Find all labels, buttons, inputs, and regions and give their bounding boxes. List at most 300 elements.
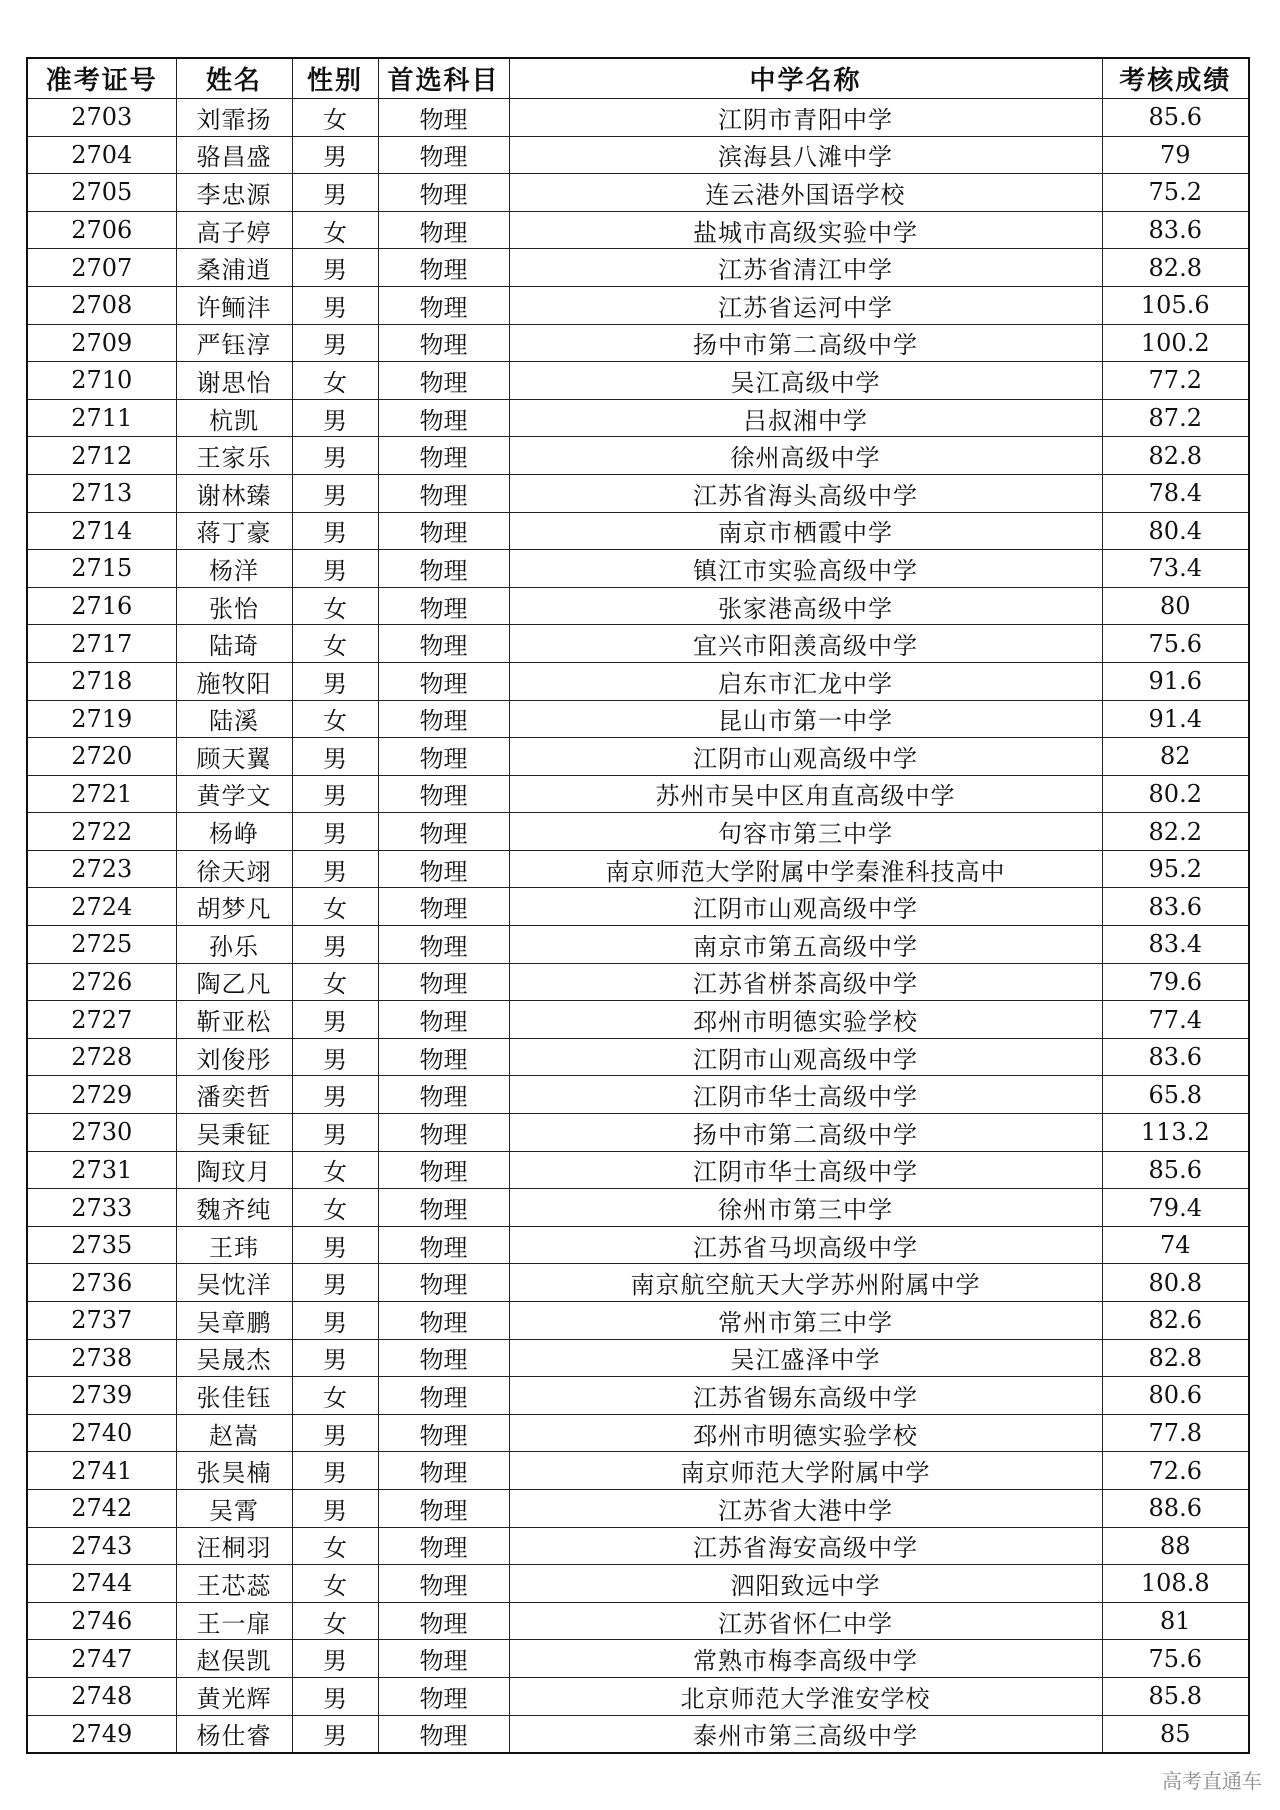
table-row [27,211,1249,249]
cell-school: 泰州市第三高级中学 [509,1715,1102,1753]
cell-exam-id: 2743 [27,1527,176,1565]
cell-gender: 男 [292,437,378,475]
cell-gender: 男 [292,1264,378,1302]
cell-score: 100.2 [1102,324,1249,362]
cell-name: 黄学文 [176,775,292,813]
cell-score: 88.6 [1102,1489,1249,1527]
cell-score: 108.8 [1102,1565,1249,1603]
cell-score: 83.6 [1102,211,1249,249]
table-row [27,1677,1249,1715]
cell-exam-id: 2728 [27,1038,176,1076]
cell-name: 靳亚松 [176,1001,292,1039]
table-row [27,1189,1249,1227]
cell-name: 赵嵩 [176,1414,292,1452]
cell-school: 邳州市明德实验学校 [509,1001,1102,1039]
cell-exam-id: 2723 [27,850,176,888]
cell-subject: 物理 [378,963,509,1001]
cell-exam-id: 2739 [27,1377,176,1415]
table-row [27,324,1249,362]
table-row [27,1264,1249,1302]
cell-exam-id: 2730 [27,1114,176,1152]
table-row [27,1038,1249,1076]
cell-school: 江阴市山观高级中学 [509,888,1102,926]
cell-subject: 物理 [378,625,509,663]
table-row [27,963,1249,1001]
cell-gender: 男 [292,324,378,362]
table-row [27,437,1249,475]
cell-school: 吴江盛泽中学 [509,1339,1102,1377]
cell-score: 75.6 [1102,625,1249,663]
cell-gender: 女 [292,1377,378,1415]
cell-exam-id: 2720 [27,738,176,776]
cell-exam-id: 2721 [27,775,176,813]
cell-school: 江阴市青阳中学 [509,99,1102,137]
cell-subject: 物理 [378,1377,509,1415]
cell-subject: 物理 [378,399,509,437]
table-body [27,99,1249,1754]
table-row [27,1640,1249,1678]
table-row [27,888,1249,926]
table-row [27,738,1249,776]
cell-score: 105.6 [1102,286,1249,324]
cell-subject: 物理 [378,1602,509,1640]
cell-exam-id: 2714 [27,512,176,550]
cell-exam-id: 2708 [27,286,176,324]
cell-subject: 物理 [378,211,509,249]
cell-gender: 男 [292,813,378,851]
cell-name: 严钰淳 [176,324,292,362]
cell-name: 桑浦逍 [176,249,292,287]
cell-score: 79.4 [1102,1189,1249,1227]
cell-subject: 物理 [378,474,509,512]
cell-gender: 男 [292,1489,378,1527]
cell-gender: 女 [292,625,378,663]
cell-score: 83.4 [1102,926,1249,964]
cell-subject: 物理 [378,249,509,287]
table-row [27,1565,1249,1603]
cell-subject: 物理 [378,1565,509,1603]
cell-score: 85 [1102,1715,1249,1753]
cell-exam-id: 2705 [27,174,176,212]
cell-exam-id: 2742 [27,1489,176,1527]
cell-name: 杨仕睿 [176,1715,292,1753]
table-row [27,1151,1249,1189]
cell-score: 77.4 [1102,1001,1249,1039]
cell-school: 徐州市第三中学 [509,1189,1102,1227]
table-row [27,587,1249,625]
cell-score: 72.6 [1102,1452,1249,1490]
cell-exam-id: 2749 [27,1715,176,1753]
cell-name: 徐天翊 [176,850,292,888]
table-row [27,662,1249,700]
table-row [27,174,1249,212]
cell-subject: 物理 [378,813,509,851]
cell-gender: 女 [292,963,378,1001]
cell-gender: 男 [292,738,378,776]
header-gender: 性别 [292,58,378,99]
table-row [27,550,1249,588]
cell-score: 78.4 [1102,474,1249,512]
cell-exam-id: 2722 [27,813,176,851]
cell-gender: 女 [292,1565,378,1603]
cell-name: 吴秉钲 [176,1114,292,1152]
cell-exam-id: 2735 [27,1226,176,1264]
cell-exam-id: 2717 [27,625,176,663]
cell-name: 张佳钰 [176,1377,292,1415]
cell-score: 80.8 [1102,1264,1249,1302]
cell-school: 江阴市华士高级中学 [509,1076,1102,1114]
cell-school: 江苏省清江中学 [509,249,1102,287]
table-row [27,775,1249,813]
cell-score: 82 [1102,738,1249,776]
cell-gender: 男 [292,249,378,287]
cell-score: 82.8 [1102,437,1249,475]
cell-gender: 女 [292,888,378,926]
cell-name: 刘霏扬 [176,99,292,137]
header-subject: 首选科目 [378,58,509,99]
table-row [27,1602,1249,1640]
cell-school: 江苏省锡东高级中学 [509,1377,1102,1415]
cell-name: 潘奕哲 [176,1076,292,1114]
cell-score: 85.6 [1102,99,1249,137]
cell-gender: 男 [292,775,378,813]
cell-name: 王玮 [176,1226,292,1264]
cell-name: 魏齐纯 [176,1189,292,1227]
cell-gender: 男 [292,662,378,700]
cell-exam-id: 2726 [27,963,176,1001]
cell-subject: 物理 [378,1264,509,1302]
cell-subject: 物理 [378,1527,509,1565]
cell-score: 87.2 [1102,399,1249,437]
cell-gender: 男 [292,474,378,512]
cell-exam-id: 2718 [27,662,176,700]
cell-name: 黄光辉 [176,1677,292,1715]
cell-exam-id: 2713 [27,474,176,512]
cell-school: 扬中市第二高级中学 [509,324,1102,362]
table-row [27,813,1249,851]
table-row [27,1001,1249,1039]
cell-name: 杨峥 [176,813,292,851]
cell-score: 83.6 [1102,888,1249,926]
cell-subject: 物理 [378,700,509,738]
table-row [27,1377,1249,1415]
cell-name: 王家乐 [176,437,292,475]
table-header [27,58,1249,99]
cell-school: 江阴市华士高级中学 [509,1151,1102,1189]
table-row [27,399,1249,437]
cell-school: 徐州高级中学 [509,437,1102,475]
cell-name: 杨洋 [176,550,292,588]
cell-exam-id: 2747 [27,1640,176,1678]
table-row [27,286,1249,324]
cell-name: 陆溪 [176,700,292,738]
table-row [27,850,1249,888]
cell-name: 谢思怡 [176,362,292,400]
cell-gender: 男 [292,1001,378,1039]
cell-subject: 物理 [378,926,509,964]
cell-subject: 物理 [378,738,509,776]
cell-exam-id: 2724 [27,888,176,926]
cell-gender: 女 [292,700,378,738]
cell-subject: 物理 [378,587,509,625]
table-row [27,249,1249,287]
cell-school: 吕叔湘中学 [509,399,1102,437]
table-row [27,1076,1249,1114]
cell-gender: 男 [292,1076,378,1114]
cell-subject: 物理 [378,1076,509,1114]
cell-name: 吴章鹏 [176,1302,292,1340]
cell-name: 陆琦 [176,625,292,663]
cell-gender: 男 [292,1677,378,1715]
cell-gender: 女 [292,1151,378,1189]
cell-exam-id: 2729 [27,1076,176,1114]
header-name: 姓名 [176,58,292,99]
cell-score: 83.6 [1102,1038,1249,1076]
cell-exam-id: 2748 [27,1677,176,1715]
cell-score: 75.6 [1102,1640,1249,1678]
cell-exam-id: 2711 [27,399,176,437]
header-school: 中学名称 [509,58,1102,99]
cell-exam-id: 2736 [27,1264,176,1302]
cell-subject: 物理 [378,662,509,700]
cell-gender: 男 [292,926,378,964]
cell-school: 江苏省海头高级中学 [509,474,1102,512]
table-row [27,1715,1249,1753]
cell-score: 80 [1102,587,1249,625]
cell-gender: 男 [292,1226,378,1264]
cell-subject: 物理 [378,1677,509,1715]
cell-gender: 女 [292,1527,378,1565]
cell-gender: 男 [292,286,378,324]
table-row [27,1414,1249,1452]
cell-subject: 物理 [378,136,509,174]
cell-school: 镇江市实验高级中学 [509,550,1102,588]
cell-gender: 女 [292,587,378,625]
cell-school: 宜兴市阳羡高级中学 [509,625,1102,663]
header-score: 考核成绩 [1102,58,1249,99]
cell-exam-id: 2744 [27,1565,176,1603]
cell-exam-id: 2707 [27,249,176,287]
cell-gender: 男 [292,550,378,588]
cell-school: 南京市栖霞中学 [509,512,1102,550]
cell-gender: 男 [292,1640,378,1678]
cell-school: 扬中市第二高级中学 [509,1114,1102,1152]
cell-gender: 男 [292,399,378,437]
cell-school: 苏州市吴中区甪直高级中学 [509,775,1102,813]
watermark: 高考直通车 [1162,1769,1262,1793]
cell-subject: 物理 [378,1339,509,1377]
cell-subject: 物理 [378,1189,509,1227]
cell-school: 吴江高级中学 [509,362,1102,400]
cell-exam-id: 2719 [27,700,176,738]
table-row [27,512,1249,550]
cell-gender: 男 [292,1038,378,1076]
table-row [27,1452,1249,1490]
cell-subject: 物理 [378,1114,509,1152]
cell-subject: 物理 [378,1302,509,1340]
cell-score: 82.8 [1102,1339,1249,1377]
cell-school: 张家港高级中学 [509,587,1102,625]
cell-name: 李忠源 [176,174,292,212]
cell-name: 骆昌盛 [176,136,292,174]
table-row [27,700,1249,738]
cell-subject: 物理 [378,286,509,324]
cell-school: 常州市第三中学 [509,1302,1102,1340]
cell-exam-id: 2709 [27,324,176,362]
cell-school: 南京航空航天大学苏州附属中学 [509,1264,1102,1302]
table-row [27,99,1249,137]
cell-name: 谢林臻 [176,474,292,512]
cell-name: 吴忱洋 [176,1264,292,1302]
cell-school: 连云港外国语学校 [509,174,1102,212]
cell-exam-id: 2725 [27,926,176,964]
cell-gender: 男 [292,1414,378,1452]
cell-school: 江苏省马坝高级中学 [509,1226,1102,1264]
cell-score: 85.8 [1102,1677,1249,1715]
cell-score: 95.2 [1102,850,1249,888]
table-row [27,474,1249,512]
cell-subject: 物理 [378,888,509,926]
cell-subject: 物理 [378,1640,509,1678]
cell-score: 82.2 [1102,813,1249,851]
cell-gender: 女 [292,99,378,137]
cell-score: 88 [1102,1527,1249,1565]
cell-subject: 物理 [378,1226,509,1264]
cell-subject: 物理 [378,1001,509,1039]
cell-name: 孙乐 [176,926,292,964]
table-row [27,1226,1249,1264]
cell-subject: 物理 [378,1715,509,1753]
cell-exam-id: 2704 [27,136,176,174]
cell-school: 江苏省栟茶高级中学 [509,963,1102,1001]
cell-exam-id: 2738 [27,1339,176,1377]
cell-name: 杭凯 [176,399,292,437]
cell-name: 陶乙凡 [176,963,292,1001]
header-exam-id: 准考证号 [27,58,176,99]
cell-subject: 物理 [378,512,509,550]
cell-school: 江苏省大港中学 [509,1489,1102,1527]
cell-score: 82.8 [1102,249,1249,287]
cell-exam-id: 2746 [27,1602,176,1640]
cell-school: 南京市第五高级中学 [509,926,1102,964]
cell-subject: 物理 [378,1151,509,1189]
cell-name: 张昊楠 [176,1452,292,1490]
cell-score: 79 [1102,136,1249,174]
cell-score: 80.6 [1102,1377,1249,1415]
cell-school: 江阴市山观高级中学 [509,1038,1102,1076]
cell-subject: 物理 [378,850,509,888]
header-row [27,58,1249,99]
cell-score: 80.4 [1102,512,1249,550]
cell-exam-id: 2703 [27,99,176,137]
cell-score: 73.4 [1102,550,1249,588]
cell-subject: 物理 [378,362,509,400]
cell-exam-id: 2727 [27,1001,176,1039]
cell-school: 南京师范大学附属中学 [509,1452,1102,1490]
cell-gender: 女 [292,1189,378,1227]
cell-gender: 男 [292,1302,378,1340]
cell-name: 顾天翼 [176,738,292,776]
cell-score: 65.8 [1102,1076,1249,1114]
cell-gender: 男 [292,512,378,550]
cell-score: 75.2 [1102,174,1249,212]
cell-score: 82.6 [1102,1302,1249,1340]
cell-exam-id: 2716 [27,587,176,625]
cell-score: 77.2 [1102,362,1249,400]
cell-school: 江阴市山观高级中学 [509,738,1102,776]
cell-score: 77.8 [1102,1414,1249,1452]
cell-name: 张怡 [176,587,292,625]
cell-school: 昆山市第一中学 [509,700,1102,738]
table-row [27,136,1249,174]
cell-school: 江苏省怀仁中学 [509,1602,1102,1640]
cell-score: 81 [1102,1602,1249,1640]
cell-score: 80.2 [1102,775,1249,813]
cell-name: 王一扉 [176,1602,292,1640]
cell-subject: 物理 [378,1489,509,1527]
cell-exam-id: 2715 [27,550,176,588]
cell-score: 91.4 [1102,700,1249,738]
score-table [26,57,1250,1754]
cell-gender: 男 [292,1114,378,1152]
cell-exam-id: 2731 [27,1151,176,1189]
table-row [27,1489,1249,1527]
cell-gender: 男 [292,1452,378,1490]
cell-name: 高子婷 [176,211,292,249]
cell-score: 79.6 [1102,963,1249,1001]
cell-gender: 男 [292,1715,378,1753]
cell-gender: 女 [292,1602,378,1640]
cell-subject: 物理 [378,775,509,813]
cell-subject: 物理 [378,174,509,212]
table-row [27,625,1249,663]
table-row [27,1339,1249,1377]
cell-score: 74 [1102,1226,1249,1264]
cell-school: 句容市第三中学 [509,813,1102,851]
cell-subject: 物理 [378,437,509,475]
cell-school: 滨海县八滩中学 [509,136,1102,174]
cell-name: 吴霄 [176,1489,292,1527]
cell-name: 胡梦凡 [176,888,292,926]
cell-name: 王芯蕊 [176,1565,292,1603]
cell-school: 泗阳致远中学 [509,1565,1102,1603]
cell-subject: 物理 [378,324,509,362]
table-row [27,1302,1249,1340]
cell-subject: 物理 [378,99,509,137]
cell-exam-id: 2733 [27,1189,176,1227]
cell-score: 113.2 [1102,1114,1249,1152]
cell-exam-id: 2741 [27,1452,176,1490]
cell-gender: 男 [292,174,378,212]
table-row [27,1527,1249,1565]
cell-exam-id: 2712 [27,437,176,475]
cell-exam-id: 2740 [27,1414,176,1452]
cell-name: 蒋丁豪 [176,512,292,550]
table-row [27,926,1249,964]
cell-gender: 男 [292,1339,378,1377]
cell-gender: 女 [292,211,378,249]
cell-exam-id: 2737 [27,1302,176,1340]
cell-name: 赵俣凯 [176,1640,292,1678]
table-row [27,1114,1249,1152]
cell-name: 施牧阳 [176,662,292,700]
cell-name: 吴晟杰 [176,1339,292,1377]
cell-school: 邳州市明德实验学校 [509,1414,1102,1452]
cell-school: 北京师范大学淮安学校 [509,1677,1102,1715]
cell-exam-id: 2706 [27,211,176,249]
cell-name: 刘俊彤 [176,1038,292,1076]
cell-gender: 男 [292,850,378,888]
